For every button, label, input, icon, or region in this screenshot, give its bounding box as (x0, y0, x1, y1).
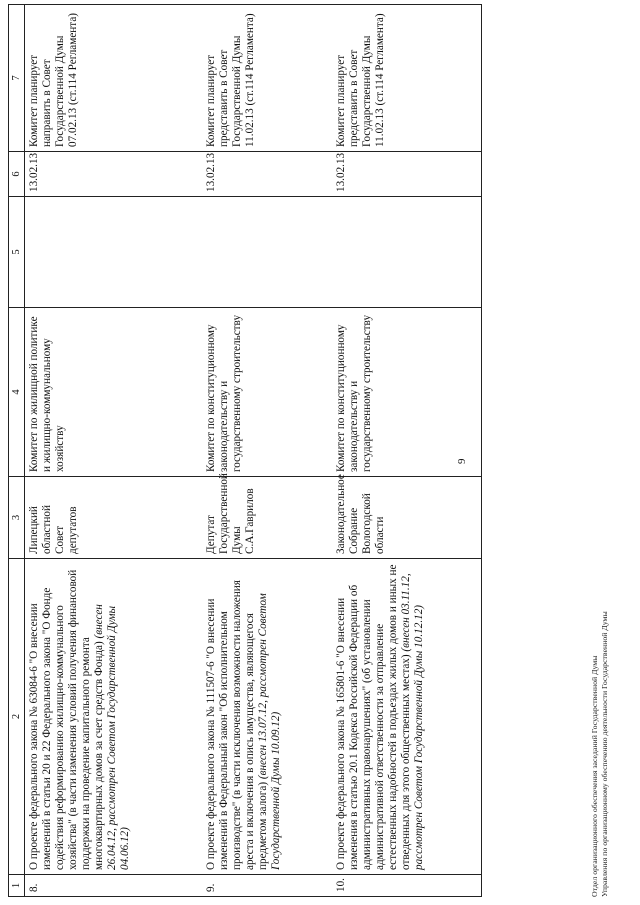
bill-text: "О внесении изменения в статью 20.1 Кодекса Российской Федерации об административных правонарушениях" (об установлении административной ответственности за отправление естественных надобностей в подъездах жилых домов и иных не отведенных для этого общественных местах) (334, 564, 412, 870)
bill-text: "О внесении изменений в статьи 20 и 22 Федерального закона "О Фонде содействия реформированию жилищно-коммунального хозяйства" (в части изменения условий получения финансовой поддержки на проведение капитального ремонта многоквартирных домов за счет средств Фонда) (28, 569, 105, 870)
column-header: 5 (9, 197, 25, 308)
table-row (332, 5, 482, 897)
footer-line: Отдел организационного обеспечения заседаний Государственной Думы (590, 655, 599, 897)
bill-text: "О внесении изменений в Федеральный закон "Об исполнительном производстве" (в части исключения возможности наложения ареста и включения в опись имущества, являющегося предметом залога) (204, 580, 269, 870)
responsible-committee: Комитет по конституционному законодательству и государственному строительству (202, 308, 332, 477)
table-row (25, 5, 202, 897)
column-5-cell (25, 197, 202, 308)
page-footer (590, 611, 610, 897)
row-number: 9. (202, 875, 332, 897)
date-cell: 13.02.13 (332, 152, 482, 197)
date-cell: 13.02.13 (202, 152, 332, 197)
bill-note: (внесен 03.11.12, рассмотрен Советом Государственной Думы 10.12.12) (399, 573, 425, 870)
agenda-table (8, 4, 482, 897)
bill-description (25, 559, 202, 875)
column-5-cell (202, 197, 332, 308)
footer-line: Управления по организационному обеспечению деятельности Государственной Думы (600, 611, 609, 897)
column-header: 6 (9, 152, 25, 197)
bill-title: О проекте федерального закона № 165801-6 (334, 660, 347, 870)
bill-author: Законодательное Собрание Вологодской области (332, 477, 482, 559)
bill-title: О проекте федерального закона № 63084-6 (28, 666, 40, 870)
bill-title: О проекте федерального закона № 111507-6 (204, 661, 217, 870)
bill-author: Депутат Государственной Думы С.А.Гаврилов (202, 477, 332, 559)
column-header: 7 (9, 5, 25, 152)
responsible-committee: Комитет по жилищной политике и жилищно-коммунальному хозяйству (25, 308, 202, 477)
bill-note: (внесен 26.04.12, рассмотрен Советом Государственной Думы 04.06.12) (93, 604, 131, 870)
page-number: 9 (456, 458, 468, 464)
column-header: 3 (9, 477, 25, 559)
row-number: 10. (332, 875, 482, 897)
column-header: 2 (9, 559, 25, 875)
date-cell: 13.02.13 (25, 152, 202, 197)
bill-note: (внесен 13.07.12, рассмотрен Советом Государственной Думы 10.09.12) (256, 593, 282, 870)
bill-description (202, 559, 332, 875)
plan-cell: Комитет планирует представить в Совет Государственной Думы 11.02.13 (ст.114 Регламента) (202, 5, 332, 152)
plan-cell: Комитет планирует направить в Совет Государственной Думы 07.02.13 (ст.114 Регламента) (25, 5, 202, 152)
table-row (202, 5, 332, 897)
bill-description (332, 559, 482, 875)
column-header: 1 (9, 875, 25, 897)
bill-author: Липецкий областной Совет депутатов (25, 477, 202, 559)
plan-cell: Комитет планирует представить в Совет Государственной Думы 11.02.13 (ст.114 Регламента) (332, 5, 482, 152)
column-5-cell (332, 197, 482, 308)
column-number-row (9, 5, 25, 897)
column-header: 4 (9, 308, 25, 477)
row-number: 8. (25, 875, 202, 897)
responsible-committee: Комитет по конституционному законодательству и государственному строительству (332, 308, 482, 477)
